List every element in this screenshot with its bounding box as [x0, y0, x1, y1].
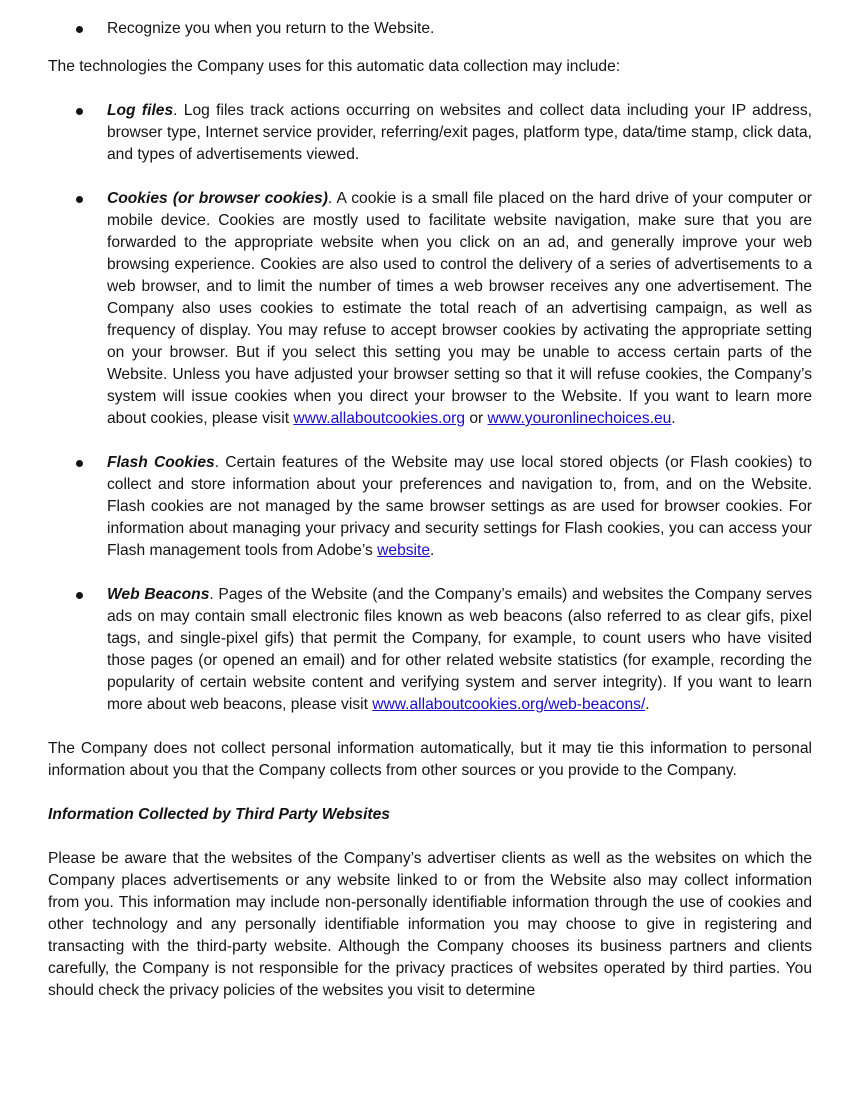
cookies-end: . [671, 410, 676, 427]
flash-text: . Certain features of the Website may use local stored objects (or Flash cookies) to collect and store information about your preferences and navigation to, from, and on the Website. Flash cookies are not managed by the same browser settings as are used for browser cookies. For information about managing your privacy and security settings for Flash cookies, you can access your Flash management tools from Adobe’s [107, 454, 812, 559]
term-web-beacons: Web Beacons [107, 586, 210, 603]
bullet-dot [76, 592, 83, 599]
flash-end: . [430, 542, 435, 559]
link-adobe-website[interactable]: website [377, 542, 431, 559]
link-youronlinechoices[interactable]: www.youronlinechoices.eu [487, 410, 672, 427]
intro-paragraph: The technologies the Company uses for this automatic data collection may include: [48, 58, 621, 75]
bullet-flash-cookies [48, 452, 812, 562]
link-allaboutcookies[interactable]: www.allaboutcookies.org [293, 410, 465, 427]
link-web-beacons[interactable]: www.allaboutcookies.org/web-beacons/ [372, 696, 646, 713]
cookies-text: . A cookie is a small file placed on the hard drive of your computer or mobile device. Cookies are mostly used to facilitate website navigation, make sure that you are forwarded to the appropriate website when you click on an ad, and generally improve your web browsing experience. Cookies are also used to control the delivery of a series of advertisements to a web browser, and to limit the number of times a web browser receives any one advertisement. The Company also uses cookies to estimate the total reach of an advertising campaign, as well as frequency of display. You may refuse to accept browser cookies by activating the appropriate setting on your browser. But if you select this setting you may be unable to access certain parts of the Website. Unless you have adjusted your browser setting so that it will refuse cookies, the Company’s system will issue cookies when you direct your browser to the Website. If you want to learn more about cookies, please visit [107, 190, 812, 427]
bullet-dot [76, 196, 83, 203]
bullet-cookies [48, 188, 812, 430]
third-party-heading: Information Collected by Third Party Websites [48, 806, 390, 823]
beacons-text: . Pages of the Website (and the Company’s emails) and websites the Company serves ads on may contain small electronic files known as web beacons (also referred to as clear gifs, pixel tags, and single-pixel gifs) that permit the Company, for example, to count users who have visited those pages (or opened an email) and for other related website statistics (for example, recording the popularity of certain website content and verifying system and server integrity). If you want to learn more about web beacons, please visit [107, 586, 812, 713]
term-flash-cookies: Flash Cookies [107, 454, 215, 471]
third-party-paragraph: Please be aware that the websites of the Company’s advertiser clients as well as the websites on which the Company places advertisements or any website linked to or from the Website also may collect information from you. This information may include non-personally identifiable information through the use of cookies and other technology and any personally identifiable information you may choose to give in registering and transacting with the third-party website. Although the Company chooses its business partners and clients carefully, the Company is not responsible for the privacy practices of websites operated by third parties. You should check the privacy policies of the websites you visit to determine [48, 850, 812, 999]
document-page [48, 18, 812, 1002]
beacons-end: . [645, 696, 650, 713]
log-files-text: . Log files track actions occurring on websites and collect data including your IP address, browser type, Internet service provider, referring/exit pages, platform type, data/time stamp, click data, and types of advertisements viewed. [107, 102, 812, 163]
bullet-dot [76, 460, 83, 467]
bullet-recognize [48, 18, 812, 40]
bullet-dot [76, 26, 83, 33]
term-cookies: Cookies (or browser cookies) [107, 190, 328, 207]
bullet-web-beacons [48, 584, 812, 716]
bullet-log-files [48, 100, 812, 166]
bullet-text: Recognize you when you return to the Website. [107, 20, 435, 37]
automatic-note-paragraph: The Company does not collect personal information automatically, but it may tie this information to personal information about you that the Company collects from other sources or you provide to the Company. [48, 740, 812, 779]
bullet-dot [76, 108, 83, 115]
term-log-files: Log files [107, 102, 174, 119]
cookies-between: or [465, 410, 488, 427]
